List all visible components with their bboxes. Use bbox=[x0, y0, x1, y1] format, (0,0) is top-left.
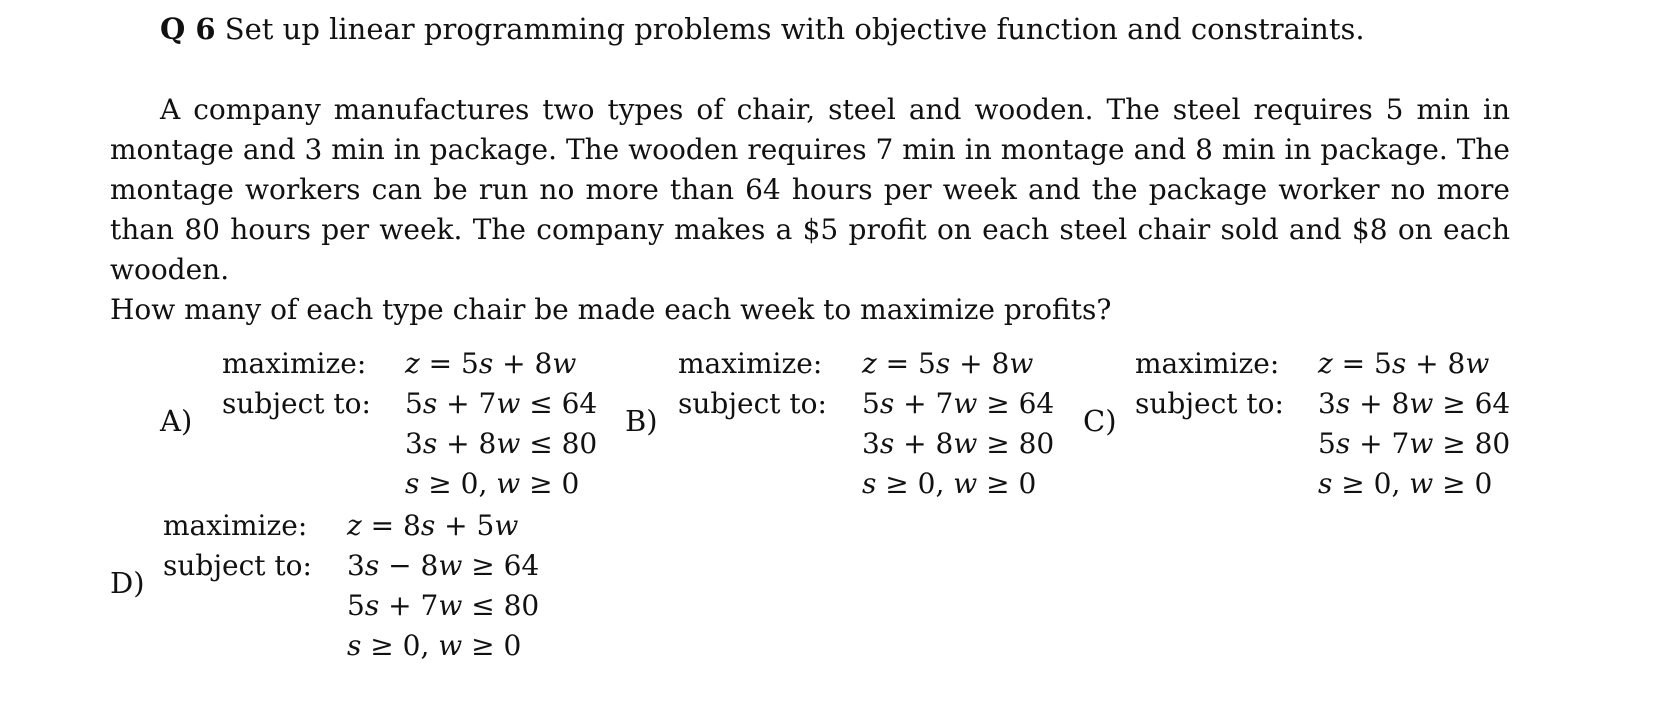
option-c-maximize-label: maximize: bbox=[1135, 347, 1280, 380]
option-b-maximize-label: maximize: bbox=[678, 347, 823, 380]
option-b-constraint-1: 5s + 7w ≥ 64 bbox=[862, 387, 1055, 420]
option-a-constraint-1: 5s + 7w ≤ 64 bbox=[405, 387, 598, 420]
problem-statement bbox=[110, 90, 1510, 330]
question-title bbox=[160, 12, 1365, 46]
option-d-subject-label: subject to: bbox=[163, 549, 312, 582]
option-a-subject-label: subject to: bbox=[222, 387, 371, 420]
option-c-objective: z = 5s + 8w bbox=[1318, 347, 1490, 380]
option-d-constraint-1: 3s − 8w ≥ 64 bbox=[347, 549, 540, 582]
option-a-letter: A) bbox=[160, 404, 193, 438]
problem-question: How many of each type chair be made each week to maximize profits? bbox=[110, 293, 1112, 326]
option-a-constraint-2: 3s + 8w ≤ 80 bbox=[405, 427, 598, 460]
question-number: Q 6 bbox=[160, 12, 216, 46]
option-b-letter: B) bbox=[625, 404, 658, 438]
option-b-constraint-2: 3s + 8w ≥ 80 bbox=[862, 427, 1055, 460]
option-d-letter: D) bbox=[110, 566, 145, 600]
problem-paragraph: A company manufactures two types of chair, steel and wooden. The steel requires 5 min in montage and 3 min in package. The wooden requires 7 min in montage and 8 min in package. The montage workers can be run no more than 64 hours per week and the package worker no more than 80 hours per week. The company makes a $5 profit on each steel chair sold and $8 on each wooden. bbox=[110, 93, 1510, 286]
option-c-letter: C) bbox=[1083, 404, 1117, 438]
option-a-constraint-3: s ≥ 0, w ≥ 0 bbox=[405, 467, 580, 500]
option-c-subject-label: subject to: bbox=[1135, 387, 1284, 420]
option-b-constraint-3: s ≥ 0, w ≥ 0 bbox=[862, 467, 1037, 500]
option-c-constraint-1: 3s + 8w ≥ 64 bbox=[1318, 387, 1511, 420]
option-c-constraint-3: s ≥ 0, w ≥ 0 bbox=[1318, 467, 1493, 500]
option-c-constraint-2: 5s + 7w ≥ 80 bbox=[1318, 427, 1511, 460]
problem-paragraph-block bbox=[110, 90, 1510, 290]
option-a-objective: z = 5s + 8w bbox=[405, 347, 577, 380]
option-b-subject-label: subject to: bbox=[678, 387, 827, 420]
option-a-maximize-label: maximize: bbox=[222, 347, 367, 380]
option-d-objective: z = 8s + 5w bbox=[347, 509, 519, 542]
option-d-maximize-label: maximize: bbox=[163, 509, 308, 542]
question-instruction: Set up linear programming problems with objective function and constraints. bbox=[224, 12, 1365, 46]
option-d-constraint-2: 5s + 7w ≤ 80 bbox=[347, 589, 540, 622]
option-d-constraint-3: s ≥ 0, w ≥ 0 bbox=[347, 629, 522, 662]
option-b-objective: z = 5s + 8w bbox=[862, 347, 1034, 380]
